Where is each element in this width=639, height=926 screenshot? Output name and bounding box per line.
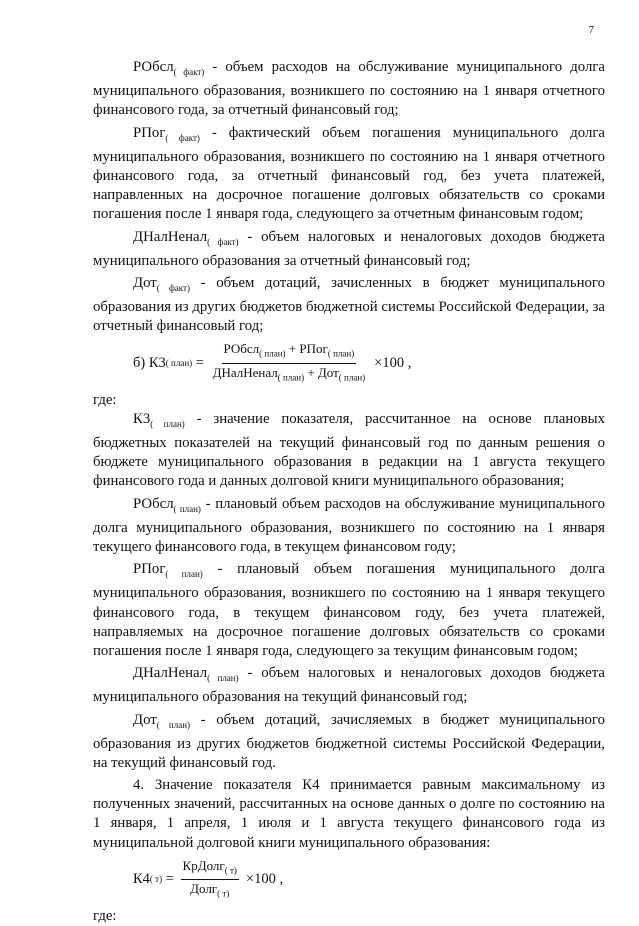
definition-dnalnenal-plan: ДНалНенал$_{( план)}$ - объем налоговых и неналоговых доходов бюджета муниципального образования на текущий финансовый год; bbox=[93, 665, 605, 706]
paragraph-4: 4. Значение показателя К4 принимается равным максимальному из полученных значений, рассчитанных на основе данных о долге по состоянию на 1 января, 1 апреля, 1 июля и 1 августа текущего финансового года из муниципальной долговой книги муниципального образования: bbox=[93, 777, 605, 851]
definition-robsl-plan: РОбсл$_{( план)}$ - плановый объем расходов на обслуживание муниципального долга муниципального образования, возникшего по состоянию на 1 января текущего финансового года, в текущем финансовом году; bbox=[93, 495, 605, 555]
definition-robsl-fact: РОбсл$_{( факт)}$ - объем расходов на обслуживание муниципального долга муниципального образования, возникшего по состоянию на 1 января отчетного финансового года, за отчетный финансовый год; bbox=[93, 59, 605, 119]
page-number: 7 bbox=[588, 24, 594, 36]
formula-k3-plan: б) К3 ( план) = $\frac{РОбсл_{( план)} + РПог_{( план)}}{ДНалНенал_{( план)} + Дот_{( план)}}$ ×100 , bbox=[133, 340, 605, 386]
definition-dot-fact: Дот$_{( факт)}$ - объем дотаций, зачисленных в бюджет муниципального образования из других бюджетов бюджетной системы Российской Федерации, за отчетный финансовый год; bbox=[93, 274, 605, 335]
numerator: КрДолг$_{( т)}$ bbox=[181, 857, 239, 881]
where-label: где: bbox=[93, 391, 117, 408]
page-content bbox=[93, 58, 605, 926]
definition-dot-plan: Дот$_{( план)}$ - объем дотаций, зачисляемых в бюджет муниципального образования из других бюджетов бюджетной системы Российской Федерации, на текущий финансовый год. bbox=[93, 711, 605, 771]
denominator: ДНалНенал$_{( план)}$ + Дот$_{( план)}$ bbox=[212, 365, 366, 383]
term: ДНалНенал bbox=[133, 228, 208, 245]
formula-k4: К4 ( т) = $\frac{КрДолг_{( т)}}{Долг_{( т)}}$ ×100 , bbox=[133, 857, 605, 903]
term: К3 bbox=[133, 410, 151, 427]
term: РОбсл bbox=[133, 59, 174, 75]
term: РПог bbox=[133, 124, 166, 141]
where-label-2: где: bbox=[93, 908, 117, 925]
definition-dnalnenal-fact: ДНалНенал$_{( факт)}$ - объем налоговых и неналоговых доходов бюджета муниципального образования за отчетный финансовый год; bbox=[93, 228, 605, 269]
fraction bbox=[211, 340, 368, 386]
fraction bbox=[181, 857, 239, 903]
definition-rpog-fact: РПог$_{( факт)}$ - фактический объем погашения муниципального долга муниципального образования, возникшего по состоянию на 1 января отчетного финансового года, за отчетный финансовый год, без учета платежей, направленных на досрочное погашение долговых обязательств со сроками погашения после 1 января года, следующего за отчетным финансовым годом; bbox=[93, 124, 605, 223]
numerator: РОбсл$_{( план)}$ + РПог$_{( план)}$ bbox=[222, 340, 357, 364]
term: Дот bbox=[133, 274, 157, 291]
term: РОбсл bbox=[133, 495, 174, 512]
denominator: Долг$_{( т)}$ bbox=[190, 881, 230, 900]
term: РПог bbox=[133, 561, 166, 578]
definition-k3-plan: $К3_{( план)}$ - значение показателя, рассчитанное на основе плановых бюджетных показателей на текущий финансовый год по данным решения о бюджете муниципального образования в редакции на 1 августа текущего финансового года и данных долговой книги муниципального образования; bbox=[93, 410, 605, 490]
definition-rpog-plan: РПог$_{( план)}$ - плановый объем погашения муниципального долга муниципального образования, возникшего по состоянию на 1 января текущего финансового года, в текущем финансовом году, без учета платежей, направляемых на досрочное погашение долговых обязательств со сроками погашения после 1 января года, следующего за текущим финансовым годом; bbox=[93, 561, 605, 659]
term: ДНалНенал bbox=[133, 665, 208, 682]
term: Дот bbox=[133, 711, 157, 728]
